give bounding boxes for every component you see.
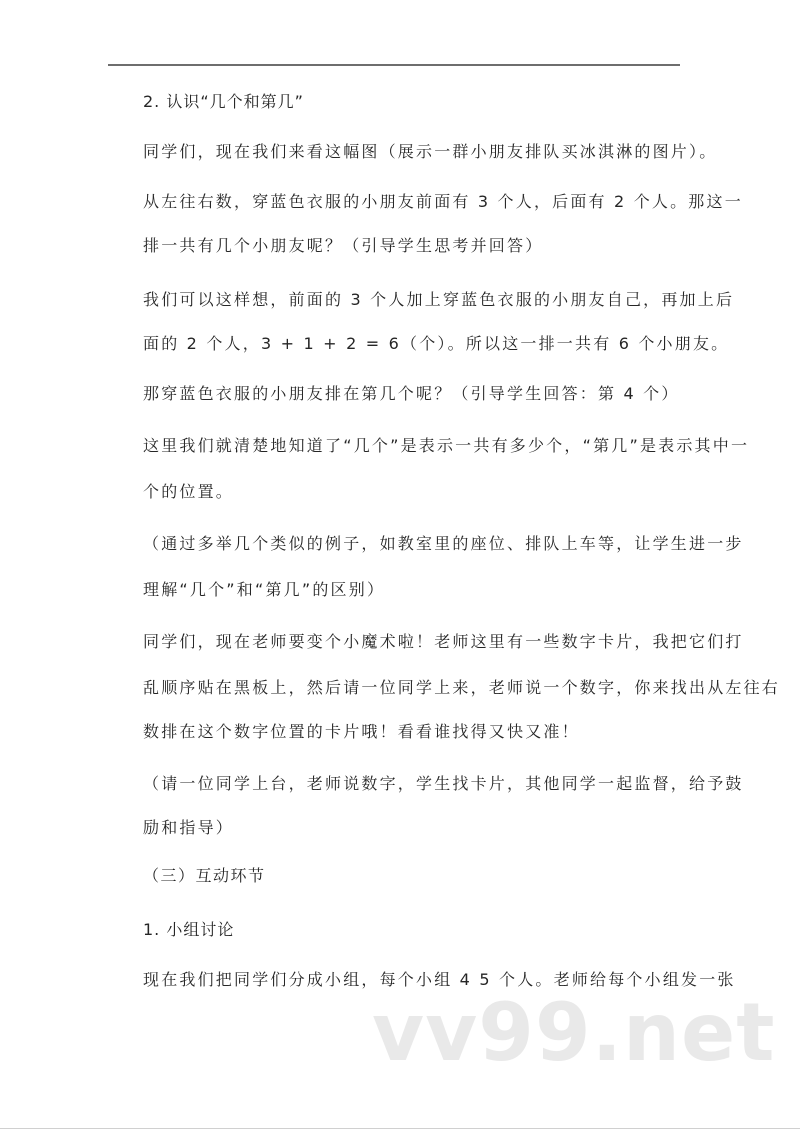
paragraph-line: （请一位同学上台，老师说数字，学生找卡片，其他同学一起监督，给予鼓 xyxy=(143,774,744,793)
paragraph-line: （通过多举几个类似的例子，如教室里的座位、排队上车等，让学生进一步 xyxy=(143,534,744,553)
paragraph-line: 那穿蓝色衣服的小朋友排在第几个呢？（引导学生回答：第 4 个） xyxy=(143,384,680,403)
section-heading: 2. 认识“几个和第几” xyxy=(143,92,304,111)
paragraph-line: 这里我们就清楚地知道了“几个”是表示一共有多少个，“第几”是表示其中一 xyxy=(143,436,750,455)
paragraph-line: 数排在这个数字位置的卡片哦！看看谁找得又快又准！ xyxy=(143,722,580,741)
paragraph-line: 我们可以这样想，前面的 3 个人加上穿蓝色衣服的小朋友自己，再加上后 xyxy=(143,290,735,309)
paragraph-line: 面的 2 个人，3 + 1 + 2 = 6（个）。所以这一排一共有 6 个小朋友。 xyxy=(143,334,730,353)
paragraph-line: 同学们，现在我们来看这幅图（展示一群小朋友排队买冰淇淋的图片）。 xyxy=(143,142,718,161)
section-heading: 1. 小组讨论 xyxy=(143,920,235,939)
page-bottom-edge xyxy=(0,1128,800,1129)
section-heading: （三）互动环节 xyxy=(143,866,266,885)
paragraph-line: 现在我们把同学们分成小组，每个小组 4 5 个人。老师给每个小组发一张 xyxy=(143,970,736,989)
paragraph-line: 乱顺序贴在黑板上，然后请一位同学上来，老师说一个数字，你来找出从左往右 xyxy=(143,678,781,697)
paragraph-line: 个的位置。 xyxy=(143,482,235,501)
paragraph-line: 从左往右数，穿蓝色衣服的小朋友前面有 3 个人，后面有 2 个人。那这一 xyxy=(143,192,743,211)
paragraph-line: 排一共有几个小朋友呢？（引导学生思考并回答） xyxy=(143,236,544,255)
paragraph-line: 理解“几个”和“第几”的区别） xyxy=(143,580,386,599)
paragraph-line: 同学们，现在老师要变个小魔术啦！老师这里有一些数字卡片，我把它们打 xyxy=(143,632,744,651)
watermark: vv99.net xyxy=(372,986,776,1079)
paragraph-line: 励和指导） xyxy=(143,818,235,837)
